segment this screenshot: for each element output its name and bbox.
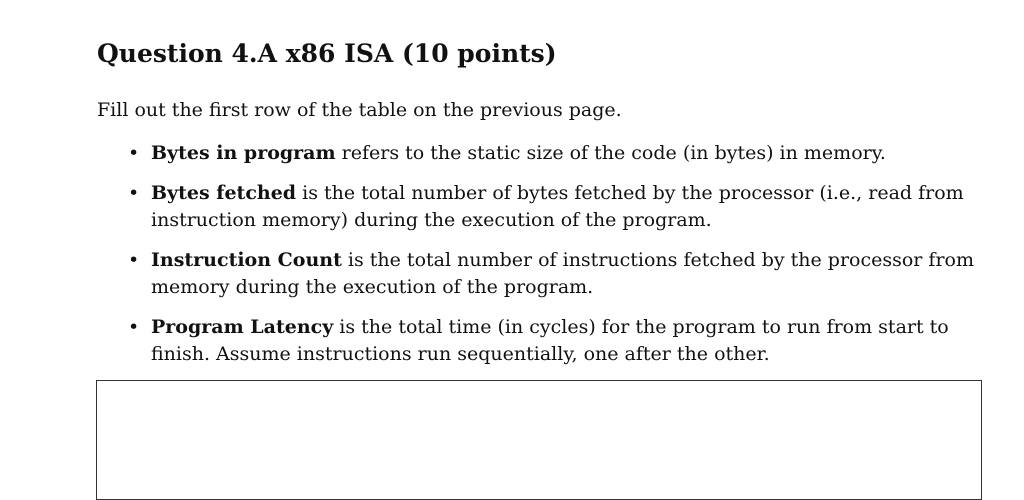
definition-program-latency [128,314,980,368]
term-label: Bytes fetched [151,182,297,204]
bullet-icon: • [128,142,140,164]
bullet-icon: • [128,249,140,271]
term-description: refers to the static size of the code (in bytes) in memory. [335,142,886,164]
bullet-icon: • [128,182,140,204]
answer-box[interactable] [96,380,982,500]
term-description: is the total number of bytes fetched by the processor (i.e., read from instruction memory) during the execution of the program. [151,182,964,231]
term-label: Bytes in program [151,142,336,164]
bullet-icon: • [128,316,140,338]
definition-bytes-in-program [128,140,980,167]
term-description: is the total number of instructions fetched by the processor from memory during the execution of the program. [151,249,974,298]
term-description: is the total time (in cycles) for the program to run from start to finish. Assume instructions run sequentially, one after the other. [151,316,949,365]
definition-bytes-fetched [128,180,980,234]
question-title: Question 4.A x86 ISA (10 points) [97,39,557,68]
intro-text: Fill out the first row of the table on the previous page. [97,99,622,121]
definition-list [128,140,980,381]
term-label: Program Latency [151,316,334,338]
definition-instruction-count [128,247,980,301]
term-label: Instruction Count [151,249,342,271]
